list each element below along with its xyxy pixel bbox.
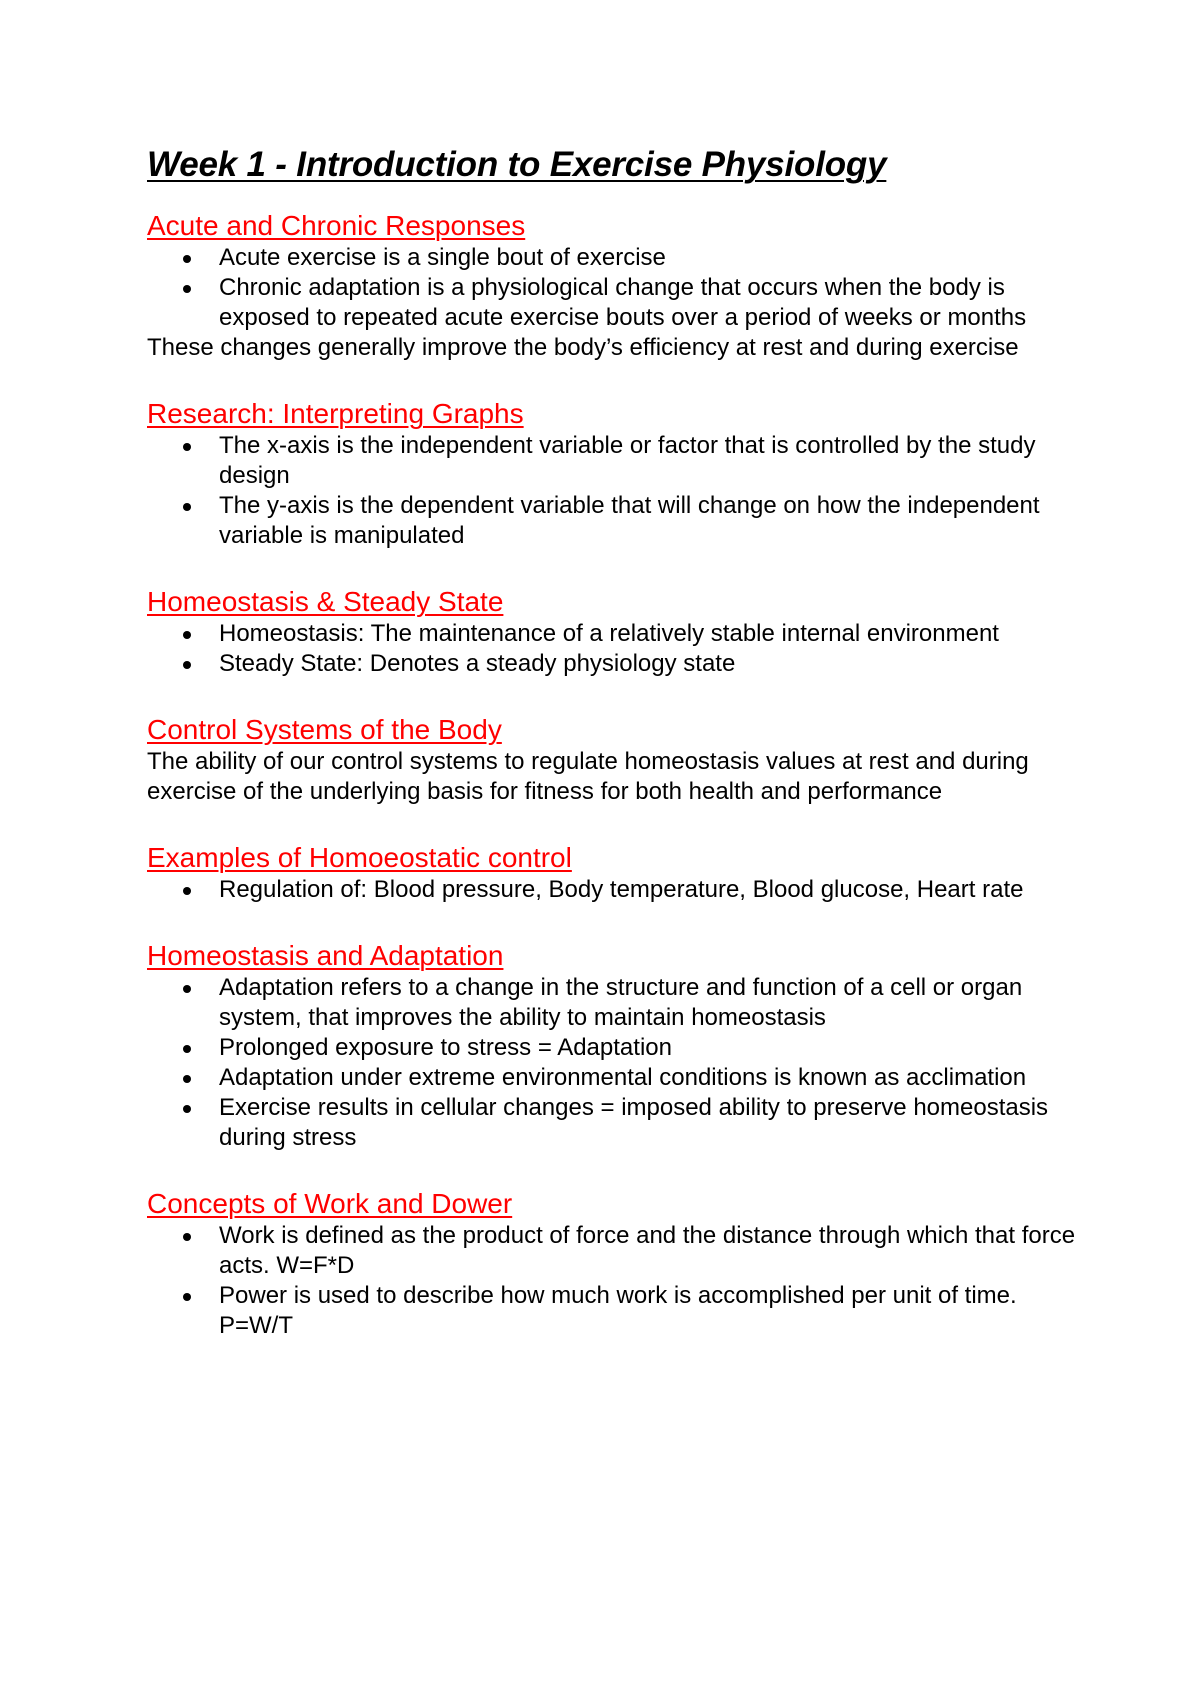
list-item xyxy=(147,1063,1077,1093)
list-item xyxy=(147,1221,1077,1281)
list-item xyxy=(147,649,1077,679)
bullet-icon xyxy=(183,503,191,511)
list-item xyxy=(147,431,1077,491)
section xyxy=(147,939,1077,1153)
section xyxy=(147,1187,1077,1341)
section-heading: Homeostasis & Steady State xyxy=(147,586,504,617)
bullet-list xyxy=(147,875,1077,905)
list-item xyxy=(147,1093,1077,1153)
section xyxy=(147,209,1077,363)
list-item xyxy=(147,1281,1077,1341)
bullet-icon xyxy=(183,631,191,639)
list-item-text: Power is used to describe how much work is accomplished per unit of time. P=W/T xyxy=(219,1282,1017,1339)
bullet-icon xyxy=(183,1075,191,1083)
section-heading: Acute and Chronic Responses xyxy=(147,210,526,241)
list-item-text: Chronic adaptation is a physiological change that occurs when the body is exposed to repeated acute exercise bouts over a period of weeks or months xyxy=(219,274,1027,331)
bullet-list xyxy=(147,1221,1077,1341)
list-item-text: Regulation of: Blood pressure, Body temperature, Blood glucose, Heart rate xyxy=(219,876,1024,903)
list-item xyxy=(147,875,1077,905)
bullet-icon xyxy=(183,985,191,993)
bullet-icon xyxy=(183,285,191,293)
list-item xyxy=(147,491,1077,551)
list-item-text: The x-axis is the independent variable or factor that is controlled by the study design xyxy=(219,432,1036,489)
list-item-text: Acute exercise is a single bout of exercise xyxy=(219,244,666,271)
document-page xyxy=(147,143,1077,1341)
bullet-icon xyxy=(183,1105,191,1113)
bullet-icon xyxy=(183,1045,191,1053)
list-item-text: Work is defined as the product of force and the distance through which that force acts. W=F*D xyxy=(219,1222,1076,1279)
list-item-text: The y-axis is the dependent variable that will change on how the independent variable is manipulated xyxy=(219,492,1040,549)
list-item xyxy=(147,273,1077,333)
list-item xyxy=(147,1033,1077,1063)
list-item xyxy=(147,243,1077,273)
section-paragraph: These changes generally improve the body’s efficiency at rest and during exercise xyxy=(147,334,1019,361)
list-item xyxy=(147,619,1077,649)
section-paragraph: The ability of our control systems to regulate homeostasis values at rest and during exercise of the underlying basis for fitness for both health and performance xyxy=(147,748,1029,805)
list-item-text: Prolonged exposure to stress = Adaptation xyxy=(219,1034,672,1061)
list-item-text: Adaptation under extreme environmental conditions is known as acclimation xyxy=(219,1064,1027,1091)
bullet-icon xyxy=(183,1233,191,1241)
section xyxy=(147,585,1077,679)
list-item xyxy=(147,973,1077,1033)
list-item-text: Exercise results in cellular changes = imposed ability to preserve homeostasis during stress xyxy=(219,1094,1049,1151)
document-title: Week 1 - Introduction to Exercise Physiology xyxy=(147,145,887,184)
sections-container xyxy=(147,209,1077,1341)
bullet-icon xyxy=(183,1293,191,1301)
section xyxy=(147,713,1077,807)
bullet-list xyxy=(147,973,1077,1153)
section-heading: Homeostasis and Adaptation xyxy=(147,940,504,971)
section-heading: Examples of Homoeostatic control xyxy=(147,842,572,873)
section-heading: Concepts of Work and Dower xyxy=(147,1188,513,1219)
bullet-list xyxy=(147,431,1077,551)
bullet-icon xyxy=(183,443,191,451)
bullet-icon xyxy=(183,661,191,669)
bullet-icon xyxy=(183,887,191,895)
bullet-icon xyxy=(183,255,191,263)
bullet-list xyxy=(147,243,1077,333)
section xyxy=(147,841,1077,905)
list-item-text: Steady State: Denotes a steady physiology state xyxy=(219,650,736,677)
section-heading: Research: Interpreting Graphs xyxy=(147,398,524,429)
list-item-text: Adaptation refers to a change in the structure and function of a cell or organ system, that improves the ability to maintain homeostasis xyxy=(219,974,1023,1031)
list-item-text: Homeostasis: The maintenance of a relatively stable internal environment xyxy=(219,620,999,647)
section xyxy=(147,397,1077,551)
section-heading: Control Systems of the Body xyxy=(147,714,502,745)
bullet-list xyxy=(147,619,1077,679)
